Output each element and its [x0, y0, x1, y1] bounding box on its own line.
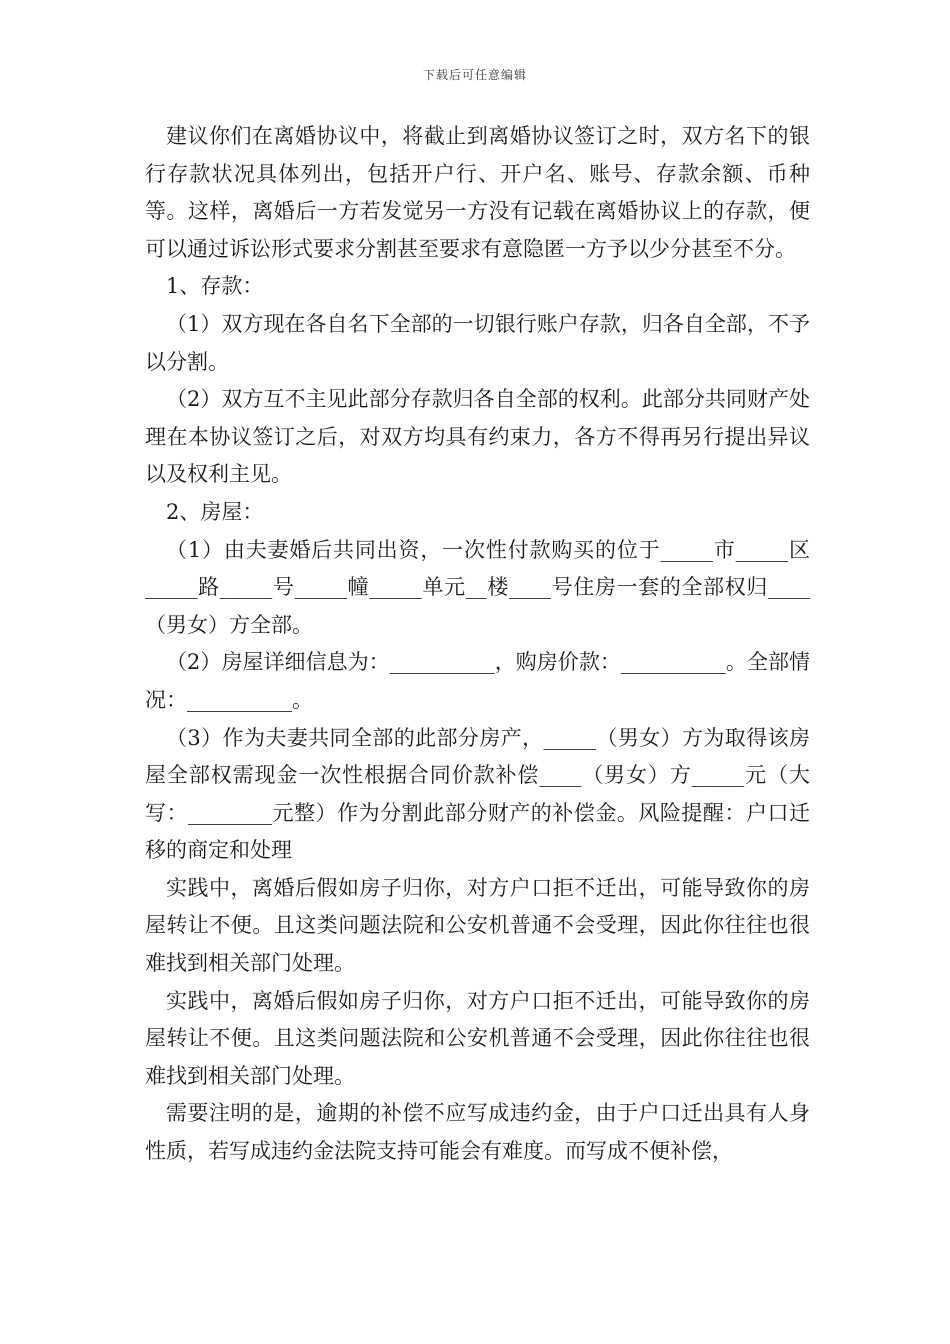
paragraph-intro: 建议你们在离婚协议中，将截止到离婚协议签订之时，双方名下的银行存款状况具体列出，包括开户行、开户名、账号、存款余额、币种等。这样，离婚后一方若发觉另一方没有记载在离婚协议上的存款，便可以通过诉讼形式要求分割甚至要求有意隐匿一方予以少分甚至不分。 — [145, 124, 810, 261]
page-header: 下载后可任意编辑 — [422, 68, 527, 82]
paragraph-practice-2: 实践中，离婚后假如房子归你，对方户口拒不迁出，可能导致你的房屋转让不便。且这类问题法院和公安机普通不会受理，因此你往往也很难找到相关部门处理。 — [145, 988, 810, 1088]
paragraph-house-1: （1）由夫妻婚后共同出资，一次性付款购买的位于_____市_____区_____路_____号_____幢_____单元__楼____号住房一套的全部权归____（男女）方全部。 — [145, 537, 810, 637]
document-body — [145, 118, 810, 1171]
paragraph-house-3: （3）作为夫妻共同全部的此部分房产，_____（男女）方为取得该房屋全部权需现金一次性根据合同价款补偿____（男女）方_____元（大写：________元整）作为分割此部分财产的补偿金。风险提醒：户口迁移的商定和处理 — [145, 725, 810, 863]
heading-deposits: 1、存款： — [166, 274, 264, 299]
paragraph-practice-1: 实践中，离婚后假如房子归你，对方户口拒不迁出，可能导致你的房屋转让不便。且这类问题法院和公安机普通不会受理，因此你往往也很难找到相关部门处理。 — [145, 875, 810, 976]
paragraph-deposits-1: （1）双方现在各自名下全部的一切银行账户存款，归各自全部，不予以分割。 — [145, 311, 810, 374]
paragraph-house-2: （2）房屋详细信息为：__________，购房价款：__________。全部情况：__________。 — [145, 650, 810, 712]
paragraph-note: 需要注明的是，逾期的补偿不应写成违约金，由于户口迁出具有人身性质，若写成违约金法院支持可能会有难度。而写成不便补偿， — [145, 1101, 810, 1164]
heading-house: 2、房屋： — [166, 499, 264, 524]
paragraph-deposits-2: （2）双方互不主见此部分存款归各自全部的权利。此部分共同财产处理在本协议签订之后，对双方均具有约束力，各方不得再另行提出异议以及权利主见。 — [145, 387, 810, 487]
